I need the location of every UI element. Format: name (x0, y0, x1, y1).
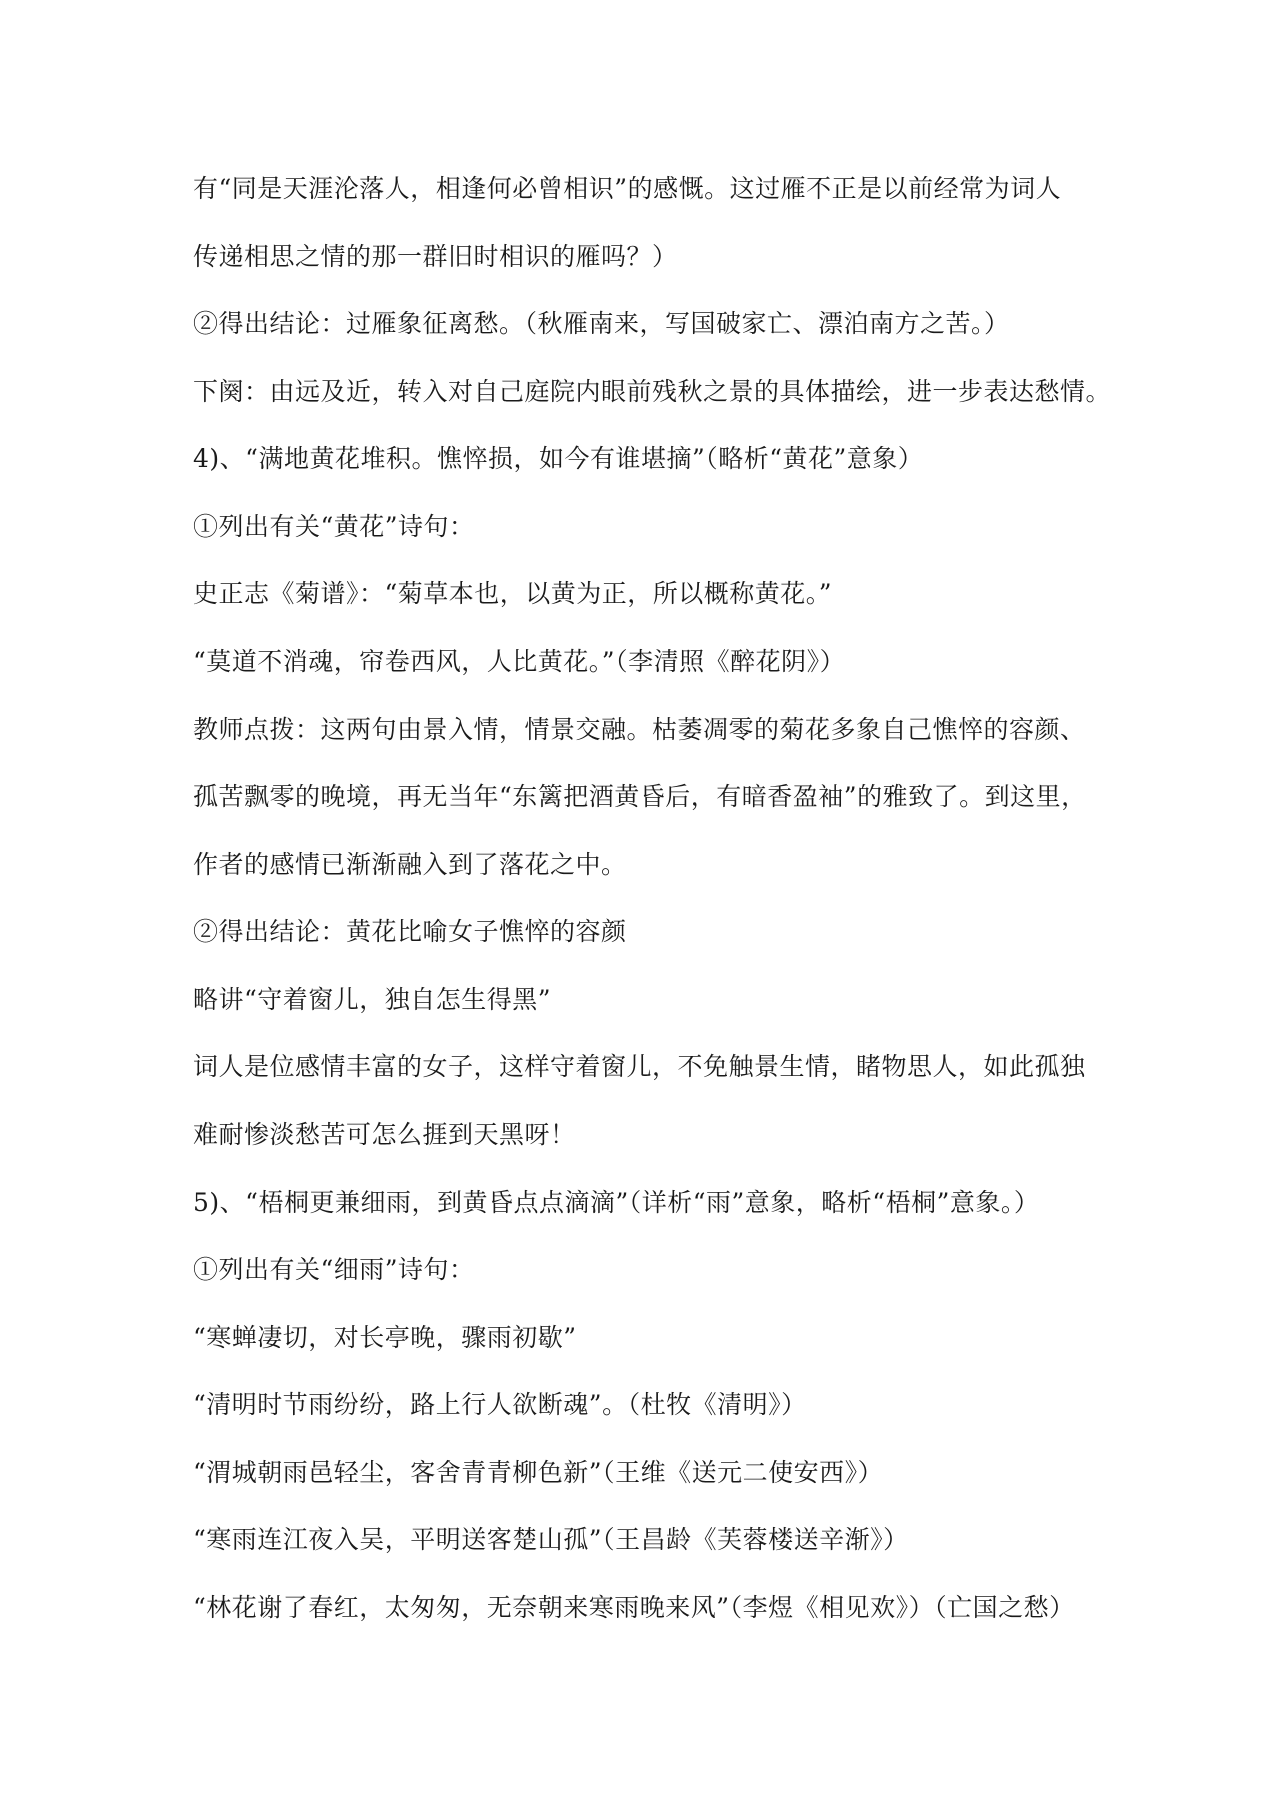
text-line: 孤苦飘零的晚境，再无当年“东篱把酒黄昏后，有暗香盈袖”的雅致了。到这里， (193, 782, 1087, 811)
text-line: 教师点拨：这两句由景入情，情景交融。枯萎凋零的菊花多象自己憔悴的容颜、 (193, 715, 1086, 744)
text-line: “寒蝉凄切，对长亭晚，骤雨初歇” (193, 1323, 577, 1352)
text-line: 作者的感情已渐渐融入到了落花之中。 (193, 850, 627, 879)
text-line: ①列出有关“黄花”诗句： (193, 512, 475, 541)
text-line: 有“同是天涯沦落人，相逢何必曾相识”的感慨。这过雁不正是以前经常为词人 (193, 174, 1062, 203)
text-line: 4)、“满地黄花堆积。憔悴损，如今有谁堪摘”（略析“黄花”意象） (193, 444, 924, 473)
text-line: 难耐惨淡愁苦可怎么捱到天黑呀！ (193, 1120, 576, 1149)
text-line: “莫道不消魂，帘卷西风，人比黄花。”（李清照《醉花阴》） (193, 647, 846, 676)
text-line: 5)、“梧桐更兼细雨，到黄昏点点滴滴”（详析“雨”意象，略析“梧桐”意象。） (193, 1188, 1040, 1217)
text-line: 传递相思之情的那一群旧时相识的雁吗？） (193, 242, 678, 271)
text-line: 下阕：由远及近，转入对自己庭院内眼前残秋之景的具体描绘，进一步表达愁情。 (193, 377, 1112, 406)
text-line: “寒雨连江夜入吴，平明送客楚山孤”（王昌龄《芙蓉楼送辛渐》） (193, 1525, 909, 1554)
text-line: “渭城朝雨邑轻尘，客舍青青柳色新”（王维《送元二使安西》） (193, 1458, 884, 1487)
text-line: ②得出结论：过雁象征离愁。（秋雁南来，写国破家亡、漂泊南方之苦。） (193, 309, 1010, 338)
text-line: 史正志《菊谱》：“菊草本也，以黄为正，所以概称黄花。” (193, 579, 833, 608)
text-line: 略讲“守着窗儿，独自怎生得黑” (193, 985, 552, 1014)
text-line: “林花谢了春红，太匆匆，无奈朝来寒雨晚来风”（李煜《相见欢》）（亡国之愁） (193, 1593, 1075, 1622)
text-line: ②得出结论：黄花比喻女子憔悴的容颜 (193, 917, 627, 946)
text-line: “清明时节雨纷纷，路上行人欲断魂”。（杜牧《清明》） (193, 1390, 807, 1419)
text-line: 词人是位感情丰富的女子，这样守着窗儿，不免触景生情，睹物思人，如此孤独 (193, 1052, 1086, 1081)
text-line: ①列出有关“细雨”诗句： (193, 1255, 475, 1284)
